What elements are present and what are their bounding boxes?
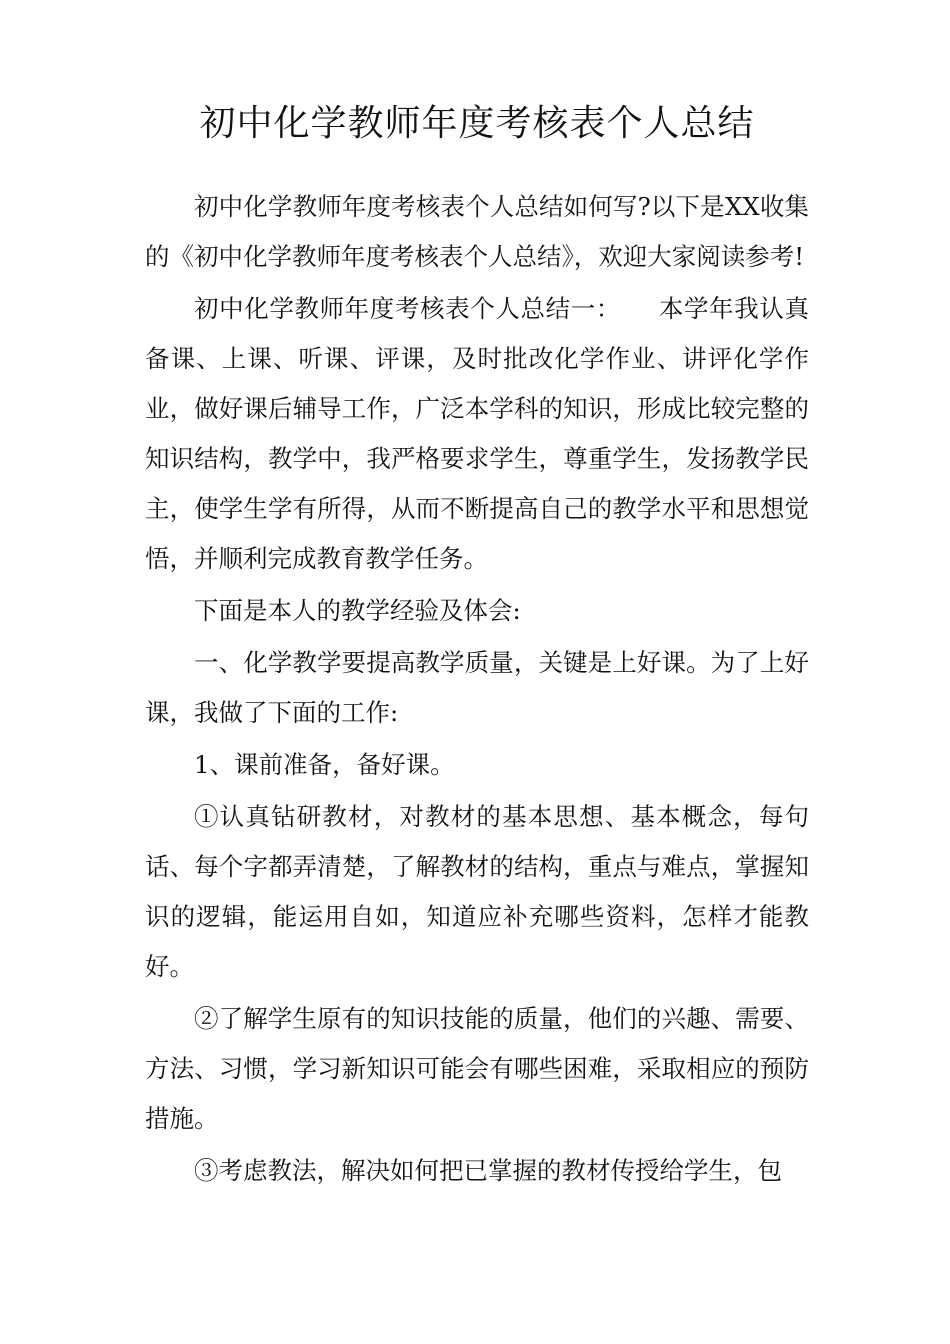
paragraph-summary-one: 初中化学教师年度考核表个人总结一： 本学年我认真备课、上课、听课、评课，及时批改化学作业、讲评化学作业，做好课后辅导工作，广泛本学科的知识，形成比较完整的知识结构，教学中，我严格要求学生，尊重学生，发扬教学民主，使学生学有所得，从而不断提高自己的教学水平和思想觉悟，并顺利完成教育教学任务。 — [145, 294, 809, 573]
document-page — [145, 92, 809, 1198]
paragraph-section-one: 一、化学教学要提高教学质量，关键是上好课。为了上好课，我做了下面的工作: — [145, 648, 809, 727]
document-title: 初中化学教师年度考核表个人总结 — [199, 103, 755, 144]
paragraph-experience-heading: 下面是本人的教学经验及体会: — [194, 596, 521, 625]
paragraph-point-one: ①认真钻研教材，对教材的基本思想、基本概念，每句话、每个字都弄清楚，了解教材的结构，重点与难点，掌握知识的逻辑，能运用自如，知道应补充哪些资料，怎样才能教好。 — [145, 802, 809, 981]
paragraph-point-two: ②了解学生原有的知识技能的质量，他们的兴趣、需要、方法、习惯，学习新知识可能会有哪些困难，采取相应的预防措施。 — [145, 1004, 809, 1133]
paragraph-point-three: ③考虑教法，解决如何把已掌握的教材传授给学生，包 — [194, 1156, 782, 1185]
paragraph-item-one: 1、课前准备，备好课。 — [194, 750, 455, 779]
paragraph-intro: 初中化学教师年度考核表个人总结如何写?以下是XX收集的《初中化学教师年度考核表个人总结》，欢迎大家阅读参考! — [145, 192, 809, 271]
